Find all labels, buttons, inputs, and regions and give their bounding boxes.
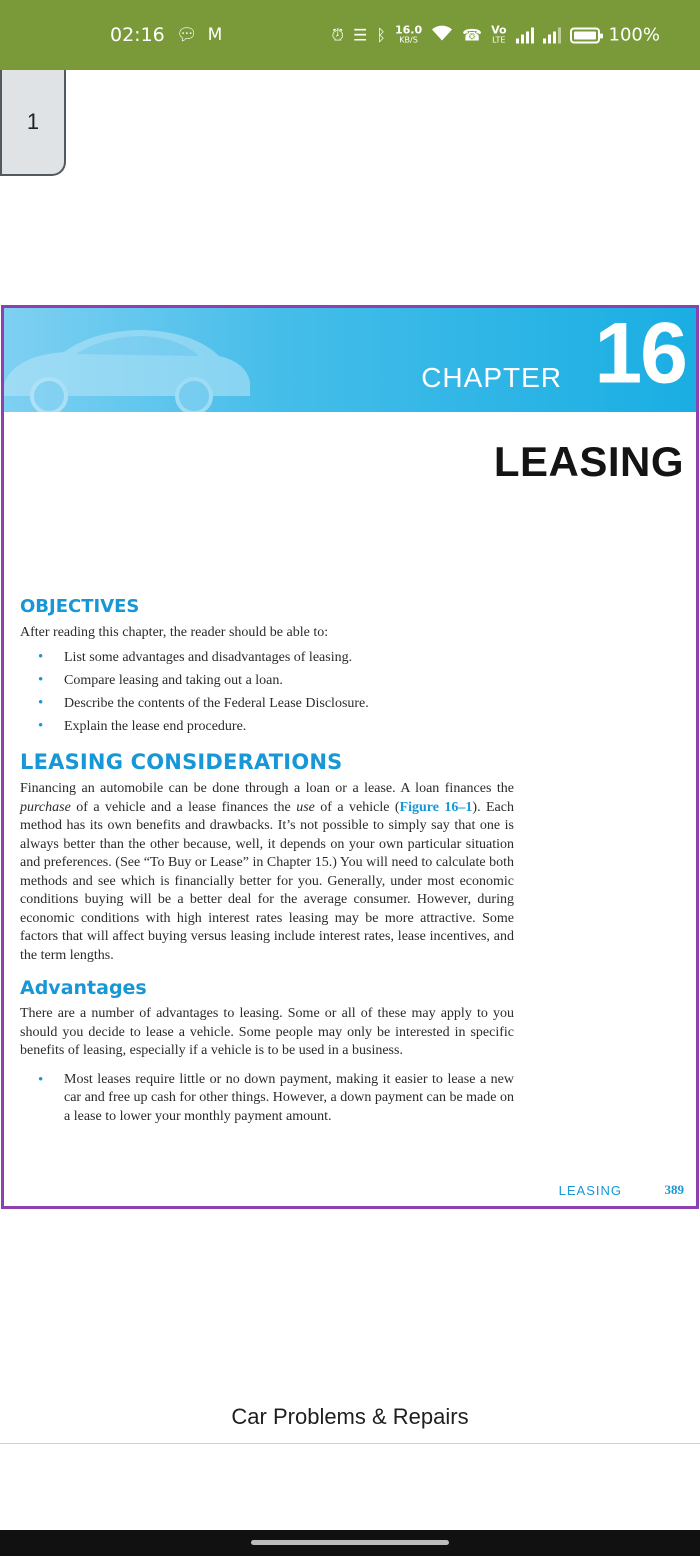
wifi-icon [431, 25, 453, 45]
book-title: Car Problems & Repairs [231, 1404, 469, 1429]
figure-link[interactable]: Figure 16–1 [399, 799, 473, 815]
alarm-icon: ⏰︎ [331, 25, 345, 44]
battery-percent: 100% [608, 24, 660, 46]
volte-badge: Vo LTE [491, 23, 507, 44]
divider [0, 1443, 700, 1444]
navigation-bar [0, 1530, 700, 1556]
page-number: 1 [26, 109, 40, 134]
signal-icon [543, 27, 561, 43]
bluetooth-icon: ᛒ [376, 25, 386, 45]
vibrate-icon: ☰ [353, 25, 368, 45]
battery-icon [570, 27, 600, 43]
book-page[interactable] [1, 305, 699, 1209]
list-item: • List some advantages and disadvantages of leasing. [38, 648, 514, 667]
page-content [20, 596, 514, 1130]
system-icons [332, 25, 660, 46]
list-item: • Most leases require little or no down payment, making it easier to lease a new car and free up cash for other things. However, a down payment can be made on a lease to lower your monthly payment amount. [38, 1071, 514, 1127]
list-item: • Describe the contents of the Federal Lease Disclosure. [38, 694, 514, 713]
car-illustration [4, 314, 254, 412]
page-number-tab[interactable] [0, 70, 66, 176]
list-item: • Compare leasing and taking out a loan. [38, 671, 514, 690]
page-footer-number: 389 [664, 1182, 684, 1197]
chapter-number: 16 [594, 308, 686, 402]
status-bar [0, 0, 700, 70]
home-gesture-handle[interactable] [251, 1540, 449, 1545]
list-item: • Explain the lease end procedure. [38, 717, 514, 736]
objectives-intro: After reading this chapter, the reader should be able to: [20, 625, 329, 640]
advantages-list [38, 1071, 514, 1127]
signal-icon [516, 27, 534, 43]
considerations-heading: LEASING CONSIDERATIONS [20, 750, 343, 774]
gmail-icon: M [207, 25, 223, 45]
running-footer: LEASING [558, 1183, 622, 1198]
chapter-title: LEASING [493, 438, 684, 485]
chapter-label: CHAPTER [421, 362, 562, 393]
clock: 02:16 [110, 24, 165, 46]
objectives-list [38, 648, 514, 736]
advantages-paragraph: There are a number of advantages to leasing. Some or all of these may apply to you should you decide to lease a vehicle. Some people may only be interested in specific benefits of leasing, especially if a vehicle is to be used in a business. [20, 1006, 514, 1058]
notification-icons [176, 25, 222, 45]
network-speed: 16.0 KB/S [394, 23, 423, 44]
objectives-heading: OBJECTIVES [20, 596, 140, 617]
wifi-calling-icon: ☎︎ [462, 25, 483, 45]
advantages-heading: Advantages [20, 977, 147, 999]
chapter-banner [4, 308, 696, 412]
considerations-paragraph: Financing an automobile can be done through a loan or a lease. A loan finances the purchase of a vehicle and a lease finances the use of a vehicle (Figure 16–1). Each method has its own benefits and drawbacks. It’s not possible to simply say that one is always better than the other because, well, it depends on your own particular situation and preferences. (See “To Buy or Lease” in Chapter 15.) You will need to calculate both methods and see which is financially better for you. Generally, under most economic conditions buying will be a better deal for the average consumer. However, during economic conditions with high interest rates leasing may be more attractive. Some factors that will affect buying versus leasing include interest rates, lease incentives, and the term lengths. [20, 781, 514, 963]
chat-bubble-icon: 💬︎ [176, 25, 198, 45]
